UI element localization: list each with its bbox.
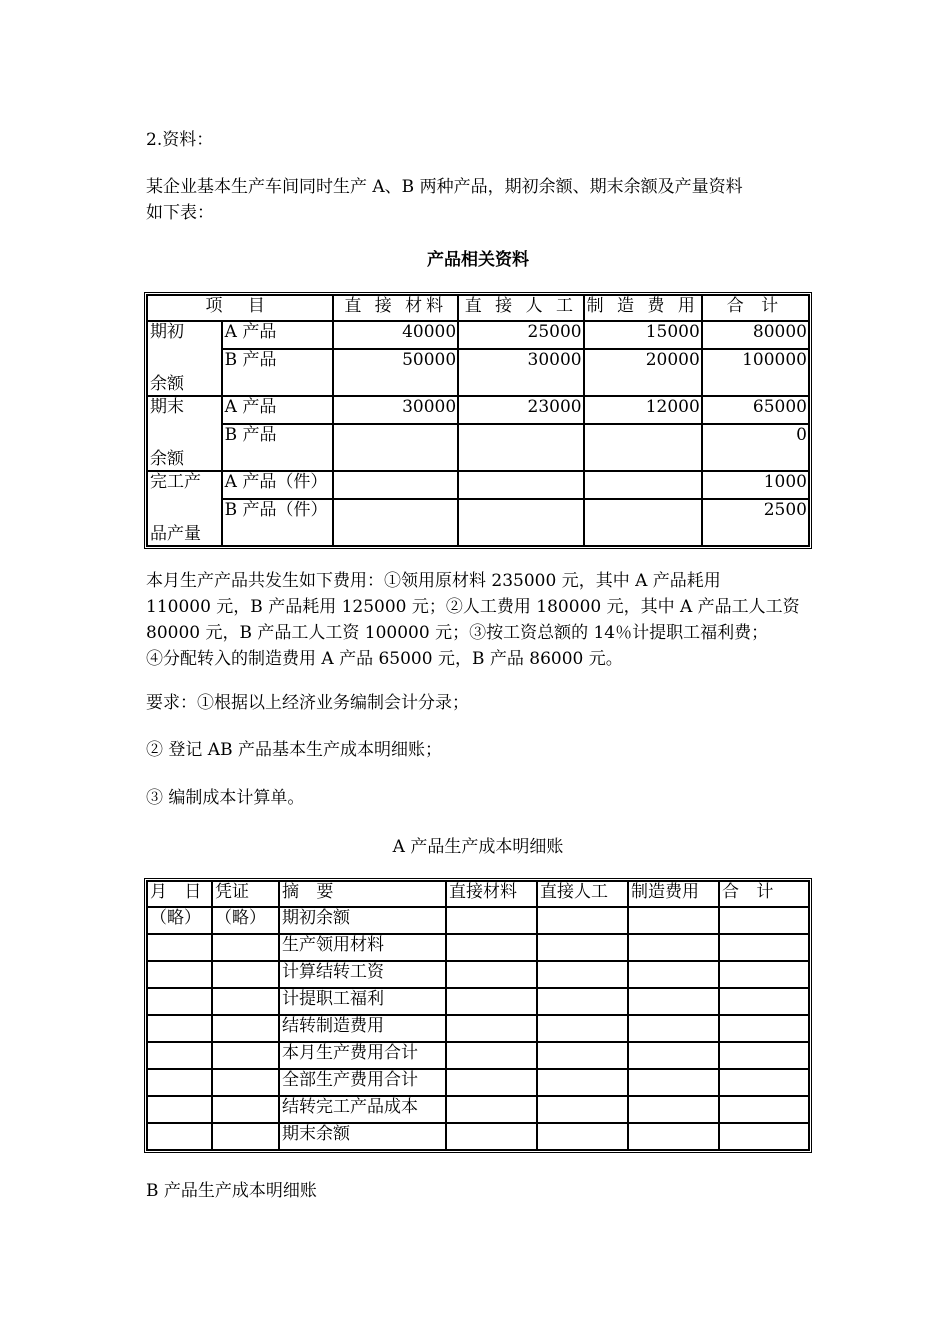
row-item: B 产品 — [222, 424, 334, 471]
cell-value: 50000 — [333, 349, 458, 396]
table-row — [147, 1096, 809, 1123]
cell-value: 20000 — [584, 349, 702, 396]
cell-value: 40000 — [333, 321, 458, 349]
table-row — [147, 349, 809, 396]
header-voucher: 凭证 — [212, 881, 279, 907]
table-row — [147, 1042, 809, 1069]
cell-value: 12000 — [584, 396, 702, 424]
cell-value — [458, 499, 583, 546]
cell-value: 0 — [702, 424, 809, 471]
section-heading: 2.资料： — [146, 130, 214, 150]
cost-paragraph — [146, 568, 800, 672]
cost-line: 110000 元，B 产品耗用 125000 元；②人工费用 180000 元，其中 A 产品工人工资 — [146, 597, 800, 617]
row-item: B 产品 — [222, 349, 334, 396]
table-row — [147, 907, 809, 934]
table1-title: 产品相关资料 — [427, 250, 529, 270]
header-direct-material: 直接材料 — [446, 881, 537, 907]
header-total: 合 计 — [702, 295, 809, 321]
cell-value — [333, 424, 458, 471]
table-row — [147, 1015, 809, 1042]
header-summary: 摘 要 — [279, 881, 446, 907]
summary-cell: 结转制造费用 — [279, 1015, 446, 1042]
date-cell: （略） — [147, 907, 212, 934]
product-data-table — [144, 292, 812, 549]
cell-value: 30000 — [458, 349, 583, 396]
requirement-1: 要求：①根据以上经济业务编制会计分录； — [146, 693, 469, 713]
table-row — [147, 396, 809, 424]
cost-line: ④分配转入的制造费用 A 产品 65000 元，B 产品 86000 元。 — [146, 649, 623, 669]
header-item: 项 目 — [147, 295, 333, 321]
cell-value — [584, 424, 702, 471]
summary-cell: 本月生产费用合计 — [279, 1042, 446, 1069]
cell-value: 30000 — [333, 396, 458, 424]
requirement-3: ③ 编制成本计算单。 — [146, 788, 305, 808]
cost-line: 本月生产产品共发生如下费用：①领用原材料 235000 元，其中 A 产品耗用 — [146, 571, 721, 591]
summary-cell: 期初余额 — [279, 907, 446, 934]
summary-cell: 计提职工福利 — [279, 988, 446, 1015]
summary-cell: 计算结转工资 — [279, 961, 446, 988]
requirement-2: ② 登记 AB 产品基本生产成本明细账； — [146, 740, 442, 760]
table-row — [147, 1123, 809, 1150]
row-item: A 产品 — [222, 321, 334, 349]
cell-value: 1000 — [702, 471, 809, 499]
table-row — [147, 471, 809, 499]
cell-value: 80000 — [702, 321, 809, 349]
table-row — [147, 988, 809, 1015]
cell-value: 2500 — [702, 499, 809, 546]
table2-title: A 产品生产成本明细账 — [392, 837, 564, 857]
row-item: A 产品（件） — [222, 471, 334, 499]
cell-value — [584, 471, 702, 499]
cell-value: 65000 — [702, 396, 809, 424]
voucher-cell: （略） — [212, 907, 279, 934]
row-item: A 产品 — [222, 396, 334, 424]
cell-value — [458, 424, 583, 471]
table2-header-row — [147, 881, 809, 907]
table3-title: B 产品生产成本明细账 — [146, 1181, 317, 1201]
cell-value — [584, 499, 702, 546]
header-direct-labor: 直 接 人 工 — [458, 295, 583, 321]
group-label: 完工产 品产量 — [147, 471, 222, 546]
cell-value: 25000 — [458, 321, 583, 349]
header-date: 月 日 — [147, 881, 212, 907]
table-row — [147, 424, 809, 471]
summary-cell: 生产领用材料 — [279, 934, 446, 961]
table-row — [147, 961, 809, 988]
summary-cell: 结转完工产品成本 — [279, 1096, 446, 1123]
row-item: B 产品（件） — [222, 499, 334, 546]
header-direct-labor: 直接人工 — [537, 881, 628, 907]
cell-value: 15000 — [584, 321, 702, 349]
group-label: 期末 余额 — [147, 396, 222, 471]
summary-cell: 期末余额 — [279, 1123, 446, 1150]
table1-header-row — [147, 295, 809, 321]
cell-value: 23000 — [458, 396, 583, 424]
cell-value — [333, 499, 458, 546]
table-row — [147, 1069, 809, 1096]
intro-line-2: 如下表： — [146, 203, 214, 223]
table-row — [147, 934, 809, 961]
intro-paragraph — [146, 174, 743, 226]
header-direct-material: 直 接 材料 — [333, 295, 458, 321]
table-row — [147, 321, 809, 349]
table-row — [147, 499, 809, 546]
cell-value — [333, 471, 458, 499]
header-total: 合 计 — [719, 881, 809, 907]
cell-value — [458, 471, 583, 499]
group-label: 期初 余额 — [147, 321, 222, 396]
cell-value: 100000 — [702, 349, 809, 396]
a-product-ledger-table — [144, 878, 812, 1153]
header-overhead: 制 造 费 用 — [584, 295, 702, 321]
summary-cell: 全部生产费用合计 — [279, 1069, 446, 1096]
intro-line-1: 某企业基本生产车间同时生产 A、B 两种产品，期初余额、期末余额及产量资料 — [146, 177, 743, 197]
header-overhead: 制造费用 — [628, 881, 719, 907]
cost-line: 80000 元，B 产品工人工资 100000 元；③按工资总额的 14％计提职工福利费； — [146, 623, 769, 643]
